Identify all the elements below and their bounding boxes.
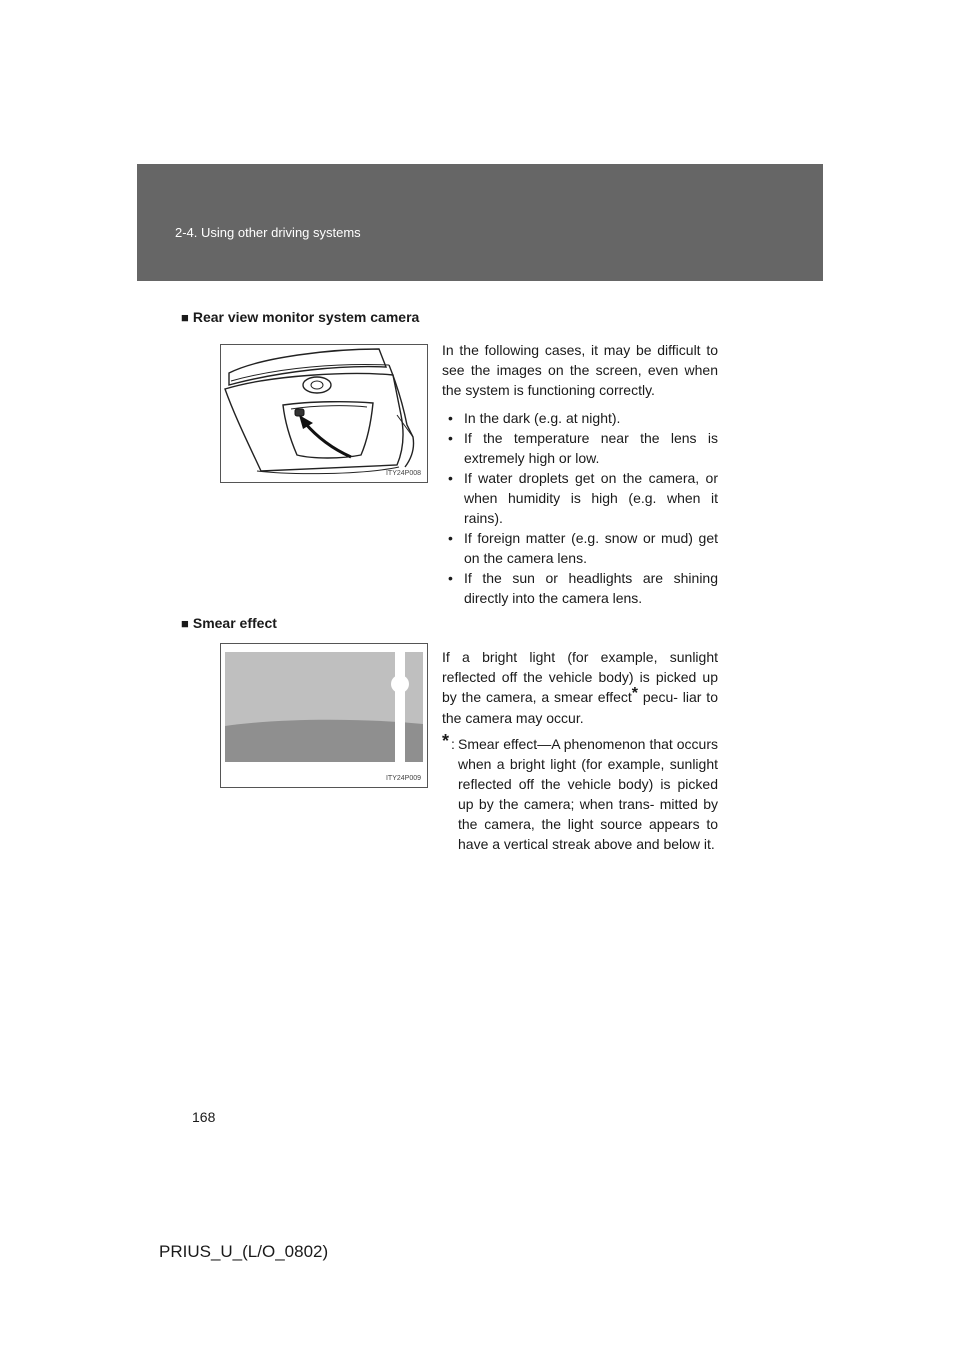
camera-heading-text: Rear view monitor system camera <box>192 309 420 325</box>
smear-heading-text: Smear effect <box>192 615 277 631</box>
bullet-icon: • <box>448 410 453 426</box>
list-item-text: If the temperature near the lens is extremely high or low. <box>464 430 718 466</box>
list-item <box>442 408 718 428</box>
list-item <box>442 468 718 528</box>
camera-conditions-list <box>442 408 718 608</box>
list-item-text: If foreign matter (e.g. snow or mud) get on the camera lens. <box>464 530 718 566</box>
camera-section-heading <box>181 309 419 325</box>
smear-section-heading <box>181 615 277 631</box>
smear-figure <box>220 643 428 788</box>
camera-intro-paragraph: In the following cases, it may be difficult to see the images on the screen, even when the system is functioning correctly. <box>442 342 718 398</box>
camera-text-column <box>442 340 718 608</box>
chapter-header <box>137 164 823 281</box>
footer-code: PRIUS_U_(L/O_0802) <box>159 1242 329 1261</box>
heading-marker: ■ <box>181 310 189 325</box>
page-number: 168 <box>192 1109 216 1125</box>
footnote-asterisk: * <box>442 731 450 751</box>
smear-footnote <box>442 731 718 854</box>
bullet-icon: • <box>448 470 453 486</box>
figure-code: ITY24P008 <box>385 470 421 477</box>
figure-code: ITY24P009 <box>385 775 421 782</box>
chapter-title: 2-4. Using other driving systems <box>175 225 361 240</box>
bullet-icon: • <box>448 530 453 546</box>
smear-paragraph <box>442 647 718 728</box>
asterisk-marker: * <box>631 685 639 702</box>
list-item <box>442 428 718 468</box>
smear-paragraph-text: If a bright light (for example, sunlight reflected off the vehicle body) is picked up by the camera, a smear effect <box>442 649 718 705</box>
list-item <box>442 568 718 608</box>
footnote-text: Smear effect—A phenomenon that occurs when a bright light (for example, sunlight reflected off the vehicle body) is picked up by the camera; when trans- mitted by the camera, the light source appears to have a vertical streak above and below it. <box>458 736 718 852</box>
smear-text-column <box>442 647 718 854</box>
camera-figure <box>220 344 428 483</box>
list-item-text: If the sun or headlights are shining directly into the camera lens. <box>464 570 718 606</box>
list-item-text: If water droplets get on the camera, or when humidity is high (e.g. when it rains). <box>464 470 718 526</box>
footnote-colon: : <box>451 736 455 752</box>
rear-hatch-illustration <box>221 345 427 482</box>
bullet-icon: • <box>448 570 453 586</box>
bullet-icon: • <box>448 430 453 446</box>
heading-marker: ■ <box>181 616 189 631</box>
smear-illustration <box>221 644 427 787</box>
smear-paragraph-text-end: pecu- liar to the camera may occur. <box>442 689 718 726</box>
list-item <box>442 528 718 568</box>
list-item-text: In the dark (e.g. at night). <box>464 410 621 426</box>
